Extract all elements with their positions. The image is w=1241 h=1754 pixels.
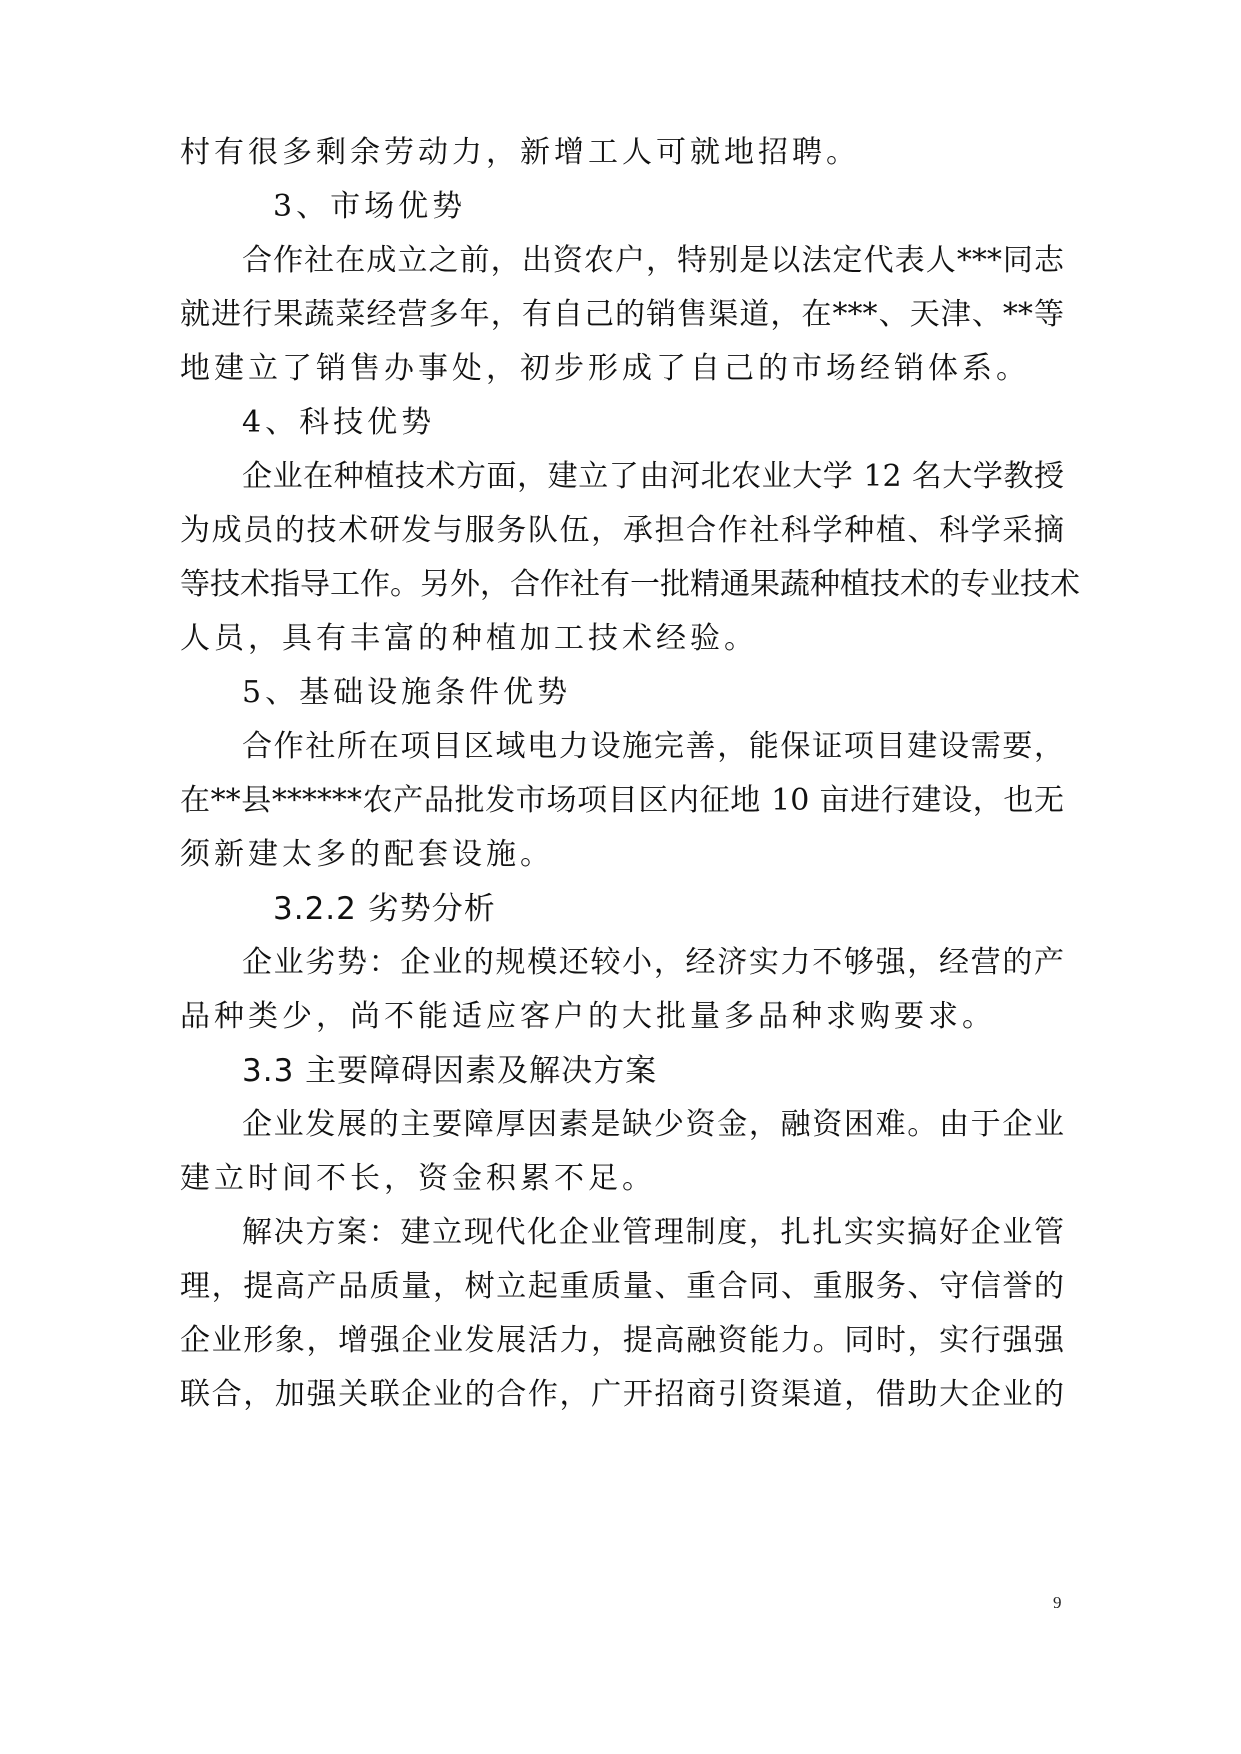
paragraph-line: 理，提高产品质量，树立起重质量、重合同、重服务、守信誉的 xyxy=(180,1269,1064,1304)
paragraph-line: 联合，加强关联企业的合作，广开招商引资渠道，借助大企业的 xyxy=(180,1377,1064,1412)
subsection-title-technology: 4、科技优势 xyxy=(242,405,436,440)
subsection-title-infrastructure: 5、基础设施条件优势 xyxy=(242,675,572,710)
paragraph-line: 品种类少，尚不能适应客户的大批量多品种求购要求。 xyxy=(180,999,996,1034)
paragraph-line: 在**县******农产品批发市场项目区内征地 10 亩进行建设，也无 xyxy=(180,783,1064,818)
paragraph-line: 人员，具有丰富的种植加工技术经验。 xyxy=(180,621,758,656)
section-heading-weakness: 3.2.2 劣势分析 xyxy=(273,891,496,927)
paragraph-line: 解决方案：建立现代化企业管理制度，扎扎实实搞好企业管 xyxy=(242,1215,1064,1250)
paragraph-line: 企业形象，增强企业发展活力，提高融资能力。同时，实行强强 xyxy=(180,1323,1064,1358)
page-number: 9 xyxy=(1053,1593,1062,1612)
paragraph-line: 地建立了销售办事处，初步形成了自己的市场经销体系。 xyxy=(180,351,1030,386)
paragraph-line: 为成员的技术研发与服务队伍，承担合作社科学种植、科学采摘 xyxy=(180,513,1064,548)
paragraph-line: 村有很多剩余劳动力，新增工人可就地招聘。 xyxy=(180,135,860,170)
subsection-title-market: 3、市场优势 xyxy=(273,189,467,224)
paragraph-line: 企业发展的主要障厚因素是缺少资金，融资困难。由于企业 xyxy=(242,1107,1064,1142)
paragraph-line: 等技术指导工作。另外，合作社有一批精通果蔬种植技术的专业技术 xyxy=(180,567,1080,602)
paragraph-line: 合作社所在项目区域电力设施完善，能保证项目建设需要， xyxy=(242,729,1064,764)
paragraph-line: 企业劣势：企业的规模还较小，经济实力不够强，经营的产 xyxy=(242,945,1064,980)
section-heading-obstacles: 3.3 主要障碍因素及解决方案 xyxy=(242,1053,658,1089)
paragraph-line: 合作社在成立之前，出资农户，特别是以法定代表人***同志 xyxy=(242,243,1064,278)
paragraph-line: 建立时间不长，资金积累不足。 xyxy=(180,1161,656,1196)
paragraph-line: 就进行果蔬菜经营多年，有自己的销售渠道，在***、天津、**等 xyxy=(180,297,1064,332)
paragraph-line: 须新建太多的配套设施。 xyxy=(180,837,554,872)
paragraph-line: 企业在种植技术方面，建立了由河北农业大学 12 名大学教授 xyxy=(242,459,1064,494)
